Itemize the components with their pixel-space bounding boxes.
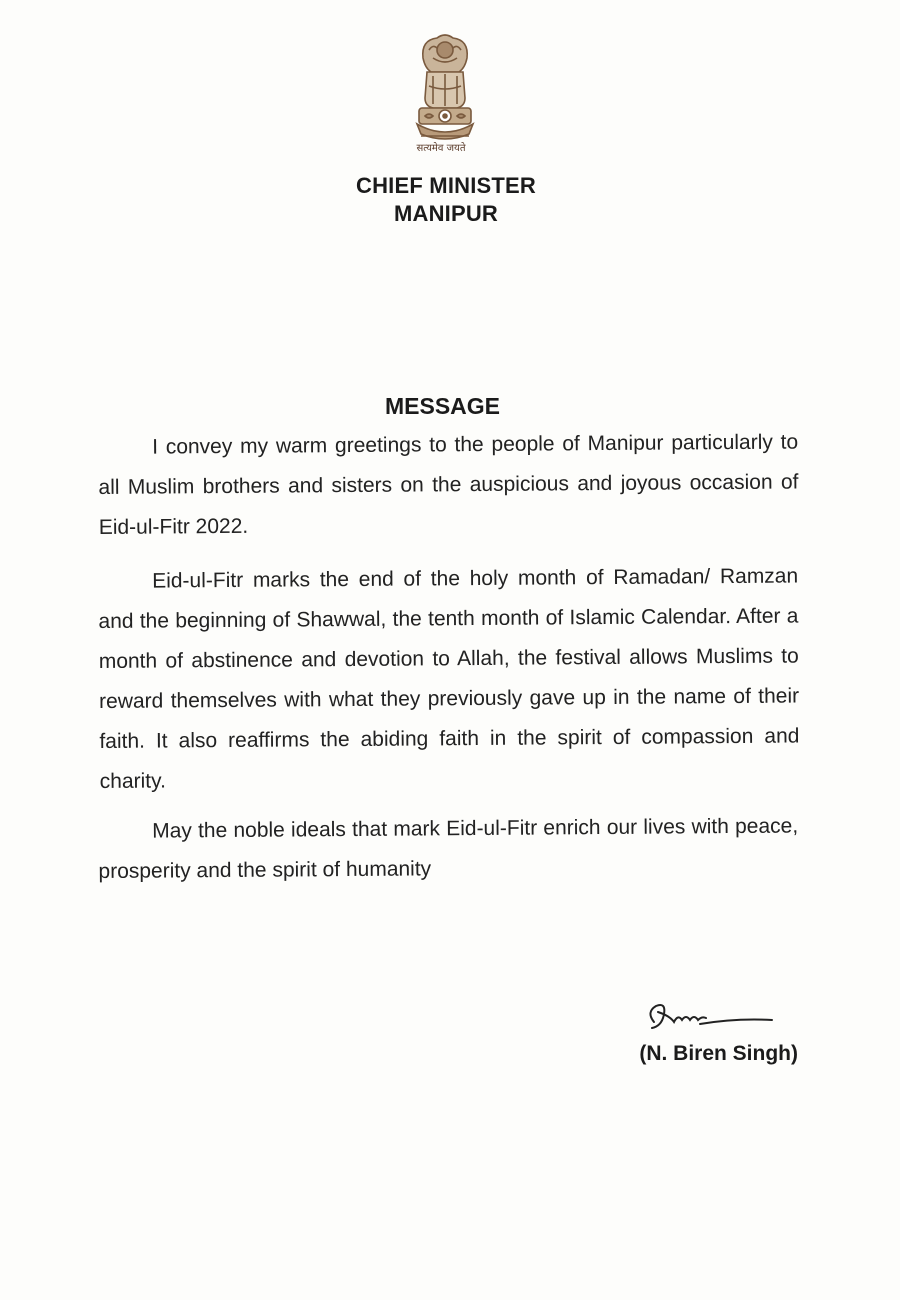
message-paragraph: May the noble ideals that mark Eid-ul-Fitr enrich our lives with peace, prosperity and the spirit of humanity [98, 814, 799, 883]
office-title: CHIEF MINISTER [355, 173, 537, 198]
office-state: MANIPUR [393, 201, 499, 226]
signature-icon [640, 992, 780, 1040]
message-paragraph: Eid-ul-Fitr marks the end of the holy month of Ramadan/ Ramzan and the beginning of Shawwal, the tenth month of Islamic Calendar. After a month of abstinence and devotion to Allah, the festival allows Muslims to reward themselves with what they previously gave up in the name of their faith. It also reaffirms the abiding faith in the spirit of compassion and charity. [98, 564, 800, 793]
signatory-name: (N. Biren Singh) [639, 1042, 798, 1065]
message-heading: MESSAGE [384, 393, 501, 419]
emblem-motto: सत्यमेव जयते [416, 143, 466, 154]
message-paragraph: I convey my warm greetings to the people of Manipur particularly to all Muslim brothers and sisters on the auspicious and joyous occasion of Eid-ul-Fitr 2022. [98, 430, 799, 539]
national-emblem-icon [403, 28, 487, 158]
